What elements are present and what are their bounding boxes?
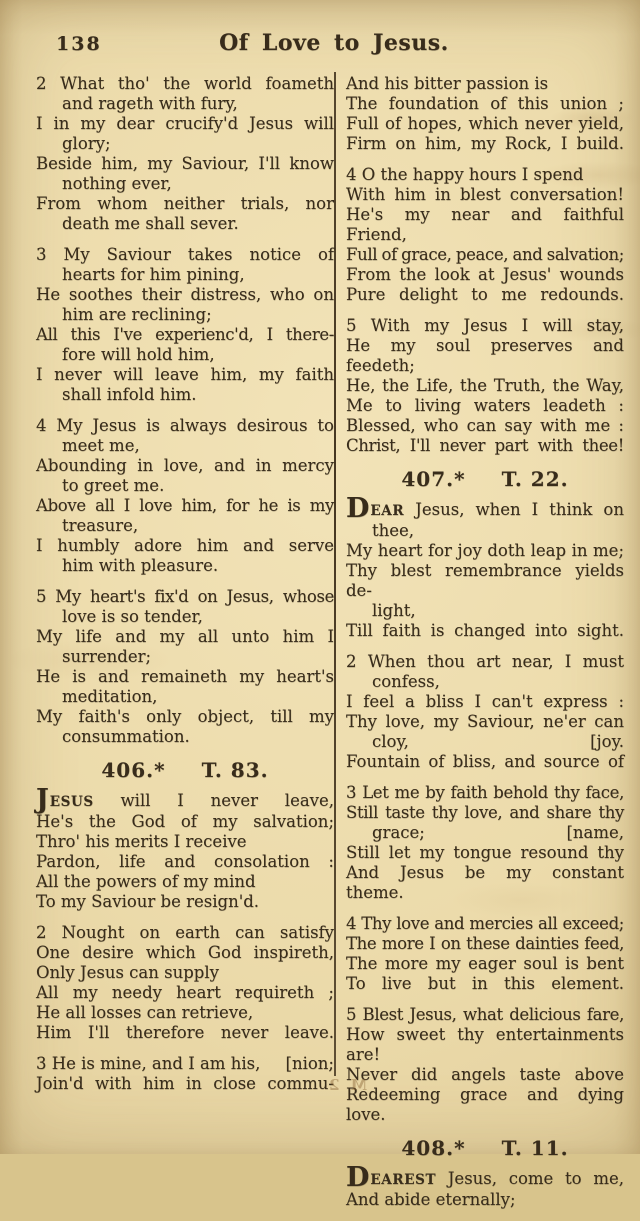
signature-ghost: M 2 [326, 1076, 368, 1094]
verse-line: Only Jesus can supply [36, 963, 219, 982]
verse-line: treasure, [62, 516, 139, 535]
verse-line: death me shall sever. [62, 214, 239, 233]
verse [346, 783, 624, 903]
verse-line: Thy love, my Saviour, ne'er can [346, 712, 624, 731]
verse-line: Thro' his merits I receive [36, 832, 247, 851]
verse-line: DEAREST Jesus, come to me, [346, 1162, 624, 1193]
verse-line: love is so tender, [62, 607, 203, 626]
verse-line: 3 Let me by faith behold thy face, [346, 783, 624, 802]
hymn-heading [346, 467, 624, 491]
verse-line: Fountain of bliss, and source of [346, 752, 624, 771]
verse-line: 4 Thy love and mercies all exceed; [346, 914, 624, 933]
verse-line: 2 When thou art near, I must [346, 652, 624, 671]
verse-line: Full of hopes, which never yield, [346, 114, 624, 133]
verse-line: He all losses can retrieve, [36, 1003, 254, 1022]
verse-line: 4 My Jesus is always desirous to [36, 416, 334, 435]
verse-line: 4 O the happy hours I spend [346, 165, 584, 184]
hymn-heading [36, 758, 334, 782]
verse [36, 784, 334, 912]
verse-line: cloy, [joy. [372, 732, 624, 751]
verse-line: to greet me. [62, 476, 165, 495]
verse-line: confess, [372, 672, 440, 691]
column-left [36, 74, 334, 1105]
verse-line: I in my dear crucify'd Jesus will [36, 114, 334, 133]
verse [36, 923, 334, 1043]
verse-line: Redeeming grace and dying love. [346, 1085, 624, 1124]
tune-number: T. 22. [501, 467, 569, 491]
tune-number: T. 83. [201, 758, 269, 782]
verse-line: How sweet thy entertainments are! [346, 1025, 624, 1064]
verse-line: 5 My heart's fix'd on Jesus, whose [36, 587, 334, 606]
verse-line: 2 Nought on earth can satisfy [36, 923, 334, 942]
verse-line: I never will leave him, my faith [36, 365, 334, 384]
verse-line: Thy blest remembrance yields de- [346, 561, 624, 600]
verse-line: consummation. [62, 727, 190, 746]
verse-line: To my Saviour be resign'd. [36, 892, 260, 911]
verse-line: My life and my all unto him I [36, 627, 334, 646]
verse-line: And Jesus be my constant theme. [346, 863, 624, 902]
verse-line: With him in blest conversation! [346, 185, 624, 204]
verse-line: My heart for joy doth leap in me; [346, 541, 624, 560]
small-caps-word: EAREST [370, 1172, 437, 1188]
drop-cap-initial: J [36, 784, 49, 815]
verse-line: Abounding in love, and in mercy [36, 456, 334, 475]
verse-line: Him I'll therefore never leave. [36, 1023, 334, 1042]
verse-line: He's the God of my salvation; [36, 812, 334, 831]
verse-line: 2 What tho' the world foameth [36, 74, 334, 93]
verse-line: Join'd with him in close commu- [36, 1074, 334, 1093]
verse-line: 5 With my Jesus I will stay, [346, 316, 624, 335]
verse-line: glory; [62, 134, 111, 153]
verse-line: One desire which God inspireth, [36, 943, 334, 962]
running-title: Of Love to Jesus. [219, 30, 449, 56]
verse-line: Christ, I'll never part with thee! [346, 436, 624, 455]
hymn-number: 406.* [101, 758, 166, 782]
verse-line: All my needy heart requireth ; [36, 983, 334, 1002]
verse-line: 3 He is mine, and I am his, [nion; [36, 1054, 334, 1073]
tune-number: T. 11. [501, 1136, 569, 1160]
verse [346, 1005, 624, 1125]
verse-line: Pure delight to me redounds. [346, 285, 624, 304]
verse-line: Still taste thy love, and share thy [346, 803, 624, 822]
verse [36, 587, 334, 747]
verse-line: To live but in this element. [346, 974, 624, 993]
verse [346, 652, 624, 772]
small-caps-word: ESUS [49, 794, 94, 810]
verse-line: The more my eager soul is bent [346, 954, 624, 973]
verse-line: Blessed, who can say with me : [346, 416, 624, 435]
verse-line: grace; [name, [372, 823, 624, 842]
bracket-catchword: [joy. [590, 732, 624, 751]
verse-line: I humbly adore him and serve [36, 536, 334, 555]
verse [36, 416, 334, 576]
verse-line: The more I on these dainties feed, [346, 934, 624, 953]
drop-cap-initial: D [346, 493, 370, 524]
verse [346, 316, 624, 456]
column-right [346, 74, 624, 1221]
verse-line: fore will hold him, [62, 345, 215, 364]
verse-line: JESUS will I never leave, [36, 784, 334, 815]
verse-line: Full of grace, peace, and salvation; [346, 245, 624, 264]
verse [346, 165, 624, 305]
verse-line: Beside him, my Saviour, I'll know [36, 154, 334, 173]
verse-line: meet me, [62, 436, 140, 455]
page-number: 138 [56, 33, 102, 55]
verse-line: meditation, [62, 687, 158, 706]
verse-line: He soothes their distress, who on [36, 285, 334, 304]
verse-line: and rageth with fury, [62, 94, 238, 113]
verse-line: DEAR Jesus, when I think on [346, 493, 624, 524]
verse-line: And his bitter passion is [346, 74, 549, 93]
verse-line: nothing ever, [62, 174, 172, 193]
verse-line: Still let my tongue resound thy [346, 843, 624, 862]
verse-line: Never did angels taste above [346, 1065, 624, 1084]
verse-line: light, [372, 601, 416, 620]
verse-line: him are reclining; [62, 305, 212, 324]
verse [346, 493, 624, 641]
verse [346, 914, 624, 994]
verse [346, 1162, 624, 1210]
verse-line: Above all I love him, for he is my [36, 496, 334, 515]
verse-line: The foundation of this union ; [346, 94, 624, 113]
bracket-catchword: [nion; [285, 1054, 334, 1073]
verse-line: He my soul preserves and feedeth; [346, 336, 624, 375]
verse-line: All the powers of my mind [36, 872, 256, 891]
hymn-heading [346, 1136, 624, 1160]
verse-line: He is and remaineth my heart's [36, 667, 334, 686]
verse-line: I feel a bliss I can't express : [346, 692, 624, 711]
verse-line: 5 Blest Jesus, what delicious fare, [346, 1005, 624, 1024]
verse-line: He's my near and faithful Friend, [346, 205, 624, 244]
verse-line: thee, [372, 521, 415, 540]
hymn-number: 408.* [401, 1136, 466, 1160]
verse-line: My faith's only object, till my [36, 707, 334, 726]
verse-line: From whom neither trials, nor [36, 194, 334, 213]
verse [36, 74, 334, 234]
verse [36, 1054, 334, 1094]
verse-line: Pardon, life and consolation : [36, 852, 334, 871]
drop-cap-initial: D [346, 1162, 370, 1193]
verse-line: him with pleasure. [62, 556, 219, 575]
verse [36, 245, 334, 405]
verse [346, 74, 624, 154]
bracket-catchword: [name, [566, 823, 624, 842]
verse-line: surrender; [62, 647, 152, 666]
verse-line: He, the Life, the Truth, the Way, [346, 376, 624, 395]
verse-line: hearts for him pining, [62, 265, 245, 284]
verse-line: 3 My Saviour takes notice of [36, 245, 334, 264]
small-caps-word: EAR [370, 503, 405, 519]
verse-line: And abide eternally; [346, 1190, 516, 1209]
hymn-number: 407.* [401, 467, 466, 491]
verse-line: From the look at Jesus' wounds [346, 265, 624, 284]
verse-line: Till faith is changed into sight. [346, 621, 624, 640]
column-divider-rule [334, 72, 336, 1076]
verse-line: All this I've experienc'd, I there- [36, 325, 334, 344]
verse-line: Firm on him, my Rock, I build. [346, 134, 624, 153]
verse-line: Me to living waters leadeth : [346, 396, 624, 415]
verse-line: shall infold him. [62, 385, 197, 404]
